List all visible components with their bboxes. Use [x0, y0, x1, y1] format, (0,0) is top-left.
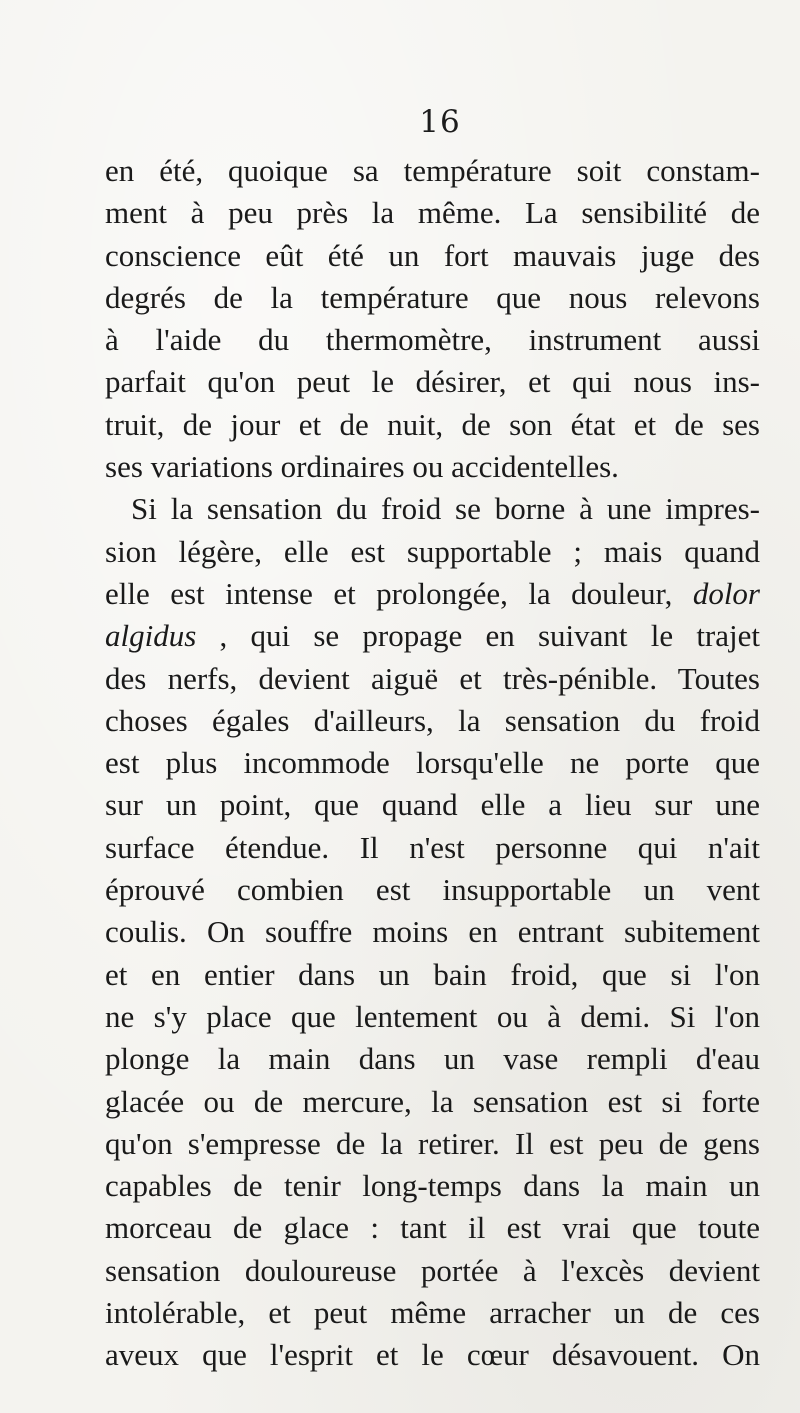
- line-text: éprouvé combien est insupportable un vent: [105, 872, 760, 908]
- line-text: , qui se propage en suivant le trajet: [196, 618, 760, 654]
- line-text: en été, quoique sa température soit constam-: [105, 153, 760, 188]
- line-text: surface étendue. Il n'est personne qui n'ait: [105, 829, 760, 865]
- text-line: [105, 150, 760, 192]
- line-text: sion légère, elle est supportable ; mais quand: [105, 533, 760, 569]
- text-line: [105, 1250, 760, 1292]
- line-text: à l'aide du thermomètre, instrument aussi: [105, 322, 760, 358]
- line-text: aveux que l'esprit et le cœur désavouent. On: [105, 1337, 760, 1373]
- text-line: [105, 446, 760, 488]
- line-text: elle est intense et prolongée, la douleur,: [105, 575, 693, 611]
- latin-term: dolor: [692, 575, 760, 611]
- text-line: [105, 277, 760, 319]
- text-line: [105, 954, 760, 996]
- line-text: sensation douloureuse portée à l'excès devient: [105, 1252, 760, 1288]
- line-text: degrés de la température que nous relevons: [105, 279, 760, 315]
- line-text: sur un point, que quand elle a lieu sur une: [105, 787, 760, 823]
- text-line: [105, 827, 760, 869]
- text-line: [105, 235, 760, 277]
- text-line: [105, 1165, 760, 1207]
- text-line: [105, 319, 760, 361]
- line-text: est plus incommode lorsqu'elle ne porte que: [105, 745, 760, 781]
- line-text: choses égales d'ailleurs, la sensation du froid: [105, 702, 760, 738]
- text-line: [105, 531, 760, 573]
- line-text: des nerfs, devient aiguë et très-pénible. Toutes: [105, 660, 760, 696]
- text-line: [105, 700, 760, 742]
- text-line: [105, 869, 760, 911]
- latin-term: algidus: [105, 618, 197, 654]
- page-number: 16: [419, 104, 461, 140]
- line-text: Si la sensation du froid se borne à une impres-: [131, 491, 760, 527]
- line-text: conscience eût été un fort mauvais juge des: [105, 237, 760, 273]
- text-line: [105, 361, 760, 403]
- text-line: [105, 996, 760, 1038]
- text-line: [105, 911, 760, 953]
- text-line: [105, 784, 760, 826]
- line-text: coulis. On souffre moins en entrant subitement: [105, 914, 760, 950]
- text-line: [105, 1081, 760, 1123]
- text-line: [105, 1123, 760, 1165]
- line-text: et en entier dans un bain froid, que si l'on: [105, 956, 760, 992]
- text-line: [105, 615, 760, 657]
- text-line: [105, 1292, 760, 1334]
- text-line: [105, 488, 760, 530]
- line-text: parfait qu'on peut le désirer, et qui nous ins-: [105, 364, 760, 400]
- text-line: [105, 573, 760, 615]
- text-line: [105, 192, 760, 234]
- text-line: [105, 404, 760, 446]
- line-text: ne s'y place que lentement ou à demi. Si l'on: [105, 998, 760, 1034]
- line-text: ment à peu près la même. La sensibilité de: [105, 195, 760, 231]
- line-text: intolérable, et peut même arracher un de ces: [105, 1295, 760, 1331]
- line-text: plonge la main dans un vase rempli d'eau: [105, 1041, 760, 1077]
- text-line: [105, 742, 760, 784]
- line-text: glacée ou de mercure, la sensation est si forte: [105, 1083, 760, 1119]
- text-line: [105, 1038, 760, 1080]
- line-text: ses variations ordinaires ou accidentelles.: [105, 449, 619, 485]
- body-text: [105, 150, 760, 1377]
- text-line: [105, 658, 760, 700]
- line-text: morceau de glace : tant il est vrai que toute: [105, 1210, 760, 1246]
- line-text: capables de tenir long-temps dans la main un: [105, 1168, 760, 1204]
- line-text: qu'on s'empresse de la retirer. Il est peu de gens: [105, 1125, 760, 1161]
- text-line: [105, 1207, 760, 1249]
- text-line: [105, 1334, 760, 1376]
- line-text: truit, de jour et de nuit, de son état et de ses: [105, 406, 760, 442]
